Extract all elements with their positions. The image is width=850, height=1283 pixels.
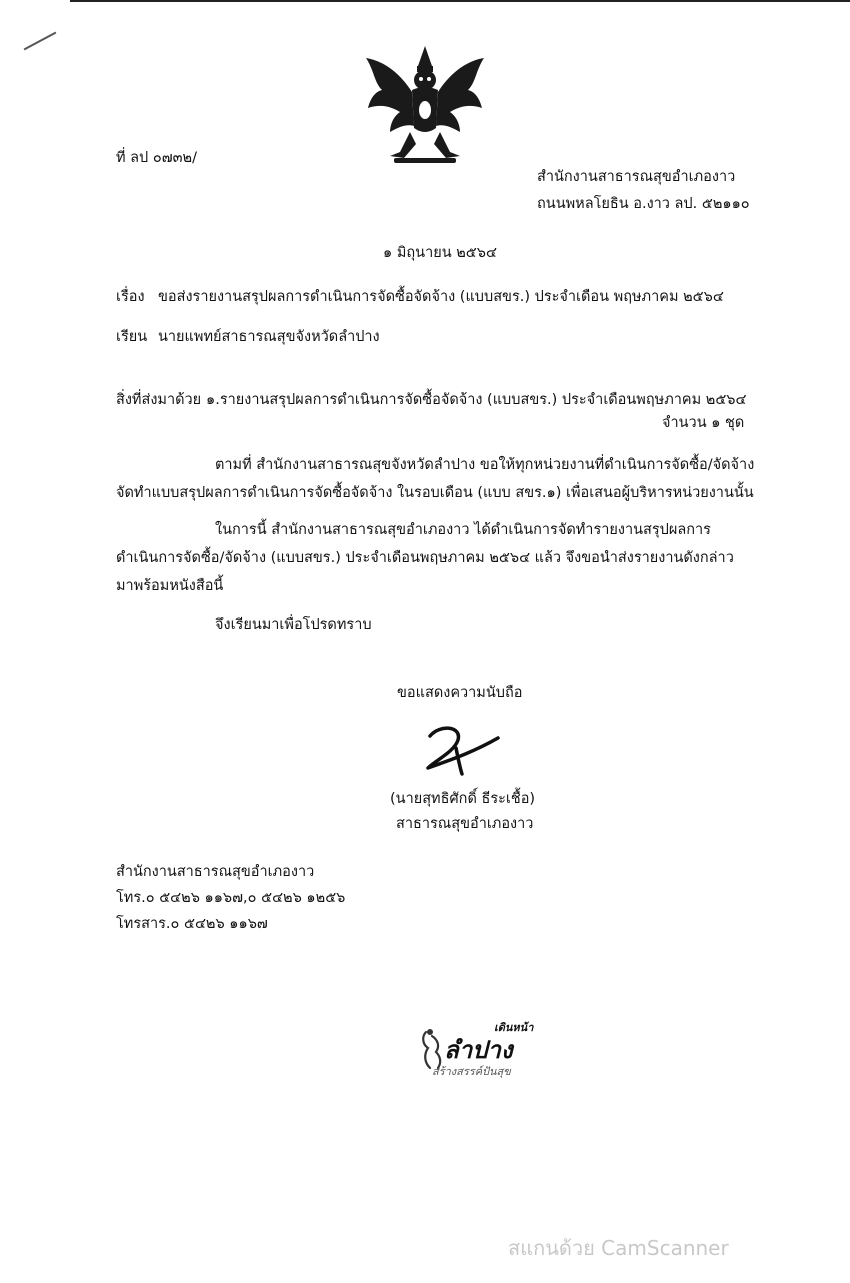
camscanner-watermark: สแกนด้วย CamScanner [508,1236,729,1260]
letter-date: ๑ มิถุนายน ๒๕๖๔ [383,245,497,261]
sender-address-line-2: ถนนพหลโยธิน อ.งาว ลป. ๕๒๑๑๐ [537,196,750,212]
signer-name: (นายสุทธิศักดิ์ ธีระเชื้อ) [390,791,536,807]
sender-address-line-1: สำนักงานสาธารณสุขอำเภองาว [537,169,736,185]
lampang-campaign-logo [418,1018,548,1082]
logo-text-lampang: ลำปาง [444,1036,513,1064]
recipient-label: เรียน [116,329,148,345]
scan-mark [24,32,57,51]
footer-phone: โทร.๐ ๕๔๒๖ ๑๑๖๗,๐ ๕๔๒๖ ๑๒๕๖ [116,890,346,906]
paragraph-1-line-2: จัดทำแบบสรุปผลการดำเนินการจัดซื้อจัดจ้าง ในรอบเดือน (แบบ สขร.๑) เพื่อเสนอผู้บริหารหน่วยงานนั้น [116,485,754,501]
reference-number: ที่ ลป ๐๗๓๒/ [116,150,197,166]
enclosure-quantity: จำนวน ๑ ชุด [662,415,745,431]
enclosure-text: ๑.รายงานสรุปผลการดำเนินการจัดซื้อจัดจ้าง (แบบสขร.) ประจำเดือนพฤษภาคม ๒๕๖๔ [206,392,747,408]
signer-title: สาธารณสุขอำเภองาว [396,816,534,832]
footer-fax: โทรสาร.๐ ๕๔๒๖ ๑๑๖๗ [116,916,268,932]
paragraph-2-line-3: มาพร้อมหนังสือนี้ [116,578,224,594]
subject-label: เรื่อง [116,289,145,305]
paragraph-1-line-1: ตามที่ สำนักงานสาธารณสุขจังหวัดลำปาง ขอให้ทุกหน่วยงานที่ดำเนินการจัดซื้อ/จัดจ้าง [215,457,755,473]
regards-line: ขอแสดงความนับถือ [397,685,523,701]
logo-text-slogan: สร้างสรรค์ปันสุข [432,1065,511,1078]
scan-top-edge [70,0,850,2]
handwritten-signature [400,718,510,778]
recipient-text: นายแพทย์สาธารณสุขจังหวัดลำปาง [158,329,380,345]
enclosure-label: สิ่งที่ส่งมาด้วย [116,392,202,408]
garuda-emblem-icon [360,40,490,170]
subject-text: ขอส่งรายงานสรุปผลการดำเนินการจัดซื้อจัดจ้าง (แบบสขร.) ประจำเดือน พฤษภาคม ๒๕๖๔ [158,289,724,305]
closing-sentence: จึงเรียนมาเพื่อโปรดทราบ [215,617,372,633]
logo-text-forward: เดินหน้า [494,1021,534,1034]
paragraph-2-line-1: ในการนี้ สำนักงานสาธารณสุขอำเภองาว ได้ดำเนินการจัดทำรายงานสรุปผลการ [215,522,711,538]
paragraph-2-line-2: ดำเนินการจัดซื้อ/จัดจ้าง (แบบสขร.) ประจำเดือนพฤษภาคม ๒๕๖๔ แล้ว จึงขอนำส่งรายงานดังกล่าว [116,550,734,566]
footer-office: สำนักงานสาธารณสุขอำเภองาว [116,864,315,880]
